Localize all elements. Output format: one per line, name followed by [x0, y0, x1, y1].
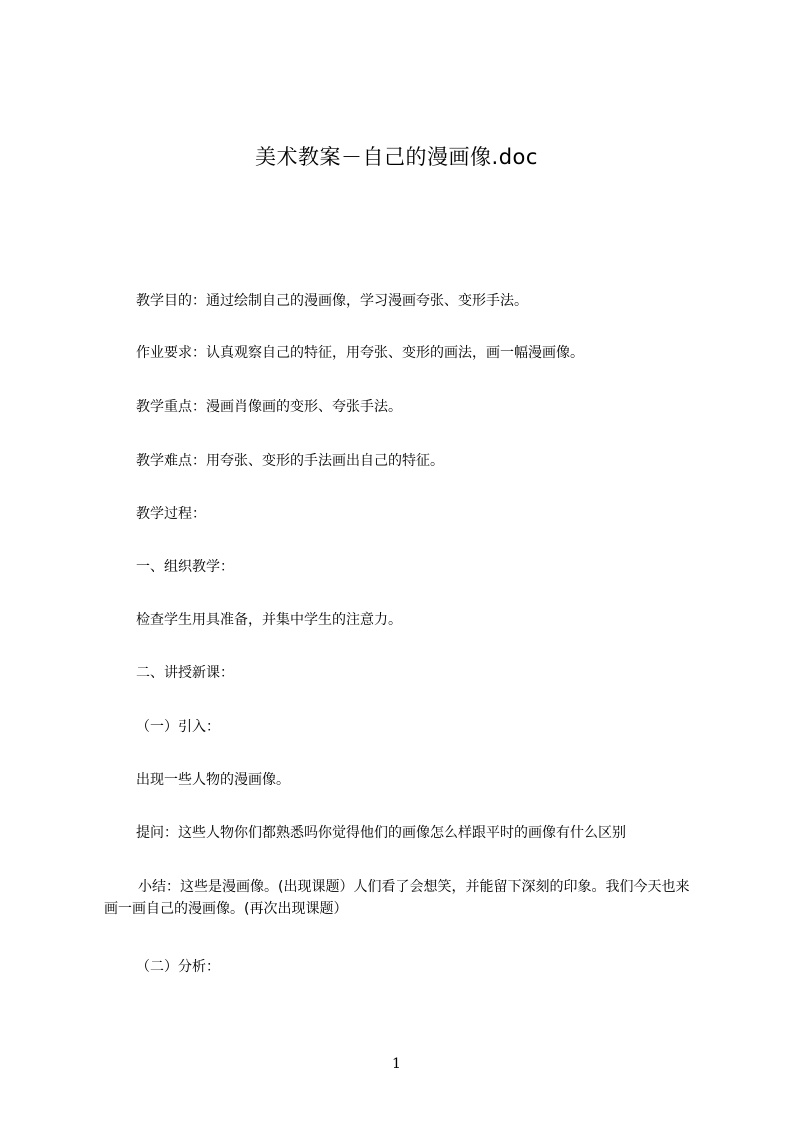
subsection-heading-analysis: （二）分析： — [136, 959, 220, 975]
document-title: 美术教案－自己的漫画像.doc — [255, 145, 538, 169]
paragraph-homework-requirement: 作业要求：认真观察自己的特征，用夸张、变形的画法，画一幅漫画像。 — [136, 345, 584, 361]
paragraph-check-tools: 检查学生用具准备，并集中学生的注意力。 — [136, 612, 402, 628]
paragraph-teaching-difficulty: 教学难点：用夸张、变形的手法画出自己的特征。 — [136, 453, 444, 469]
paragraph-teaching-focus: 教学重点：漫画肖像画的变形、夸张手法。 — [136, 399, 402, 415]
page-number: 1 — [392, 1056, 401, 1072]
subsection-heading-introduction: （一）引入： — [136, 719, 220, 735]
section-heading-new-lesson: 二、讲授新课： — [136, 665, 234, 681]
paragraph-question: 提问：这些人物你们都熟悉吗你觉得他们的画像怎么样跟平时的画像有什么区别 — [136, 825, 626, 841]
paragraph-summary: 小结：这些是漫画像。(出现课题）人们看了会想笑，并能留下深刻的印象。我们今天也来画一画自己的漫画像。(再次出现课题） — [104, 879, 690, 917]
section-heading-organize: 一、组织教学： — [136, 559, 234, 575]
paragraph-teaching-objective: 教学目的：通过绘制自己的漫画像，学习漫画夸张、变形手法。 — [136, 293, 528, 309]
paragraph-show-caricatures: 出现一些人物的漫画像。 — [136, 772, 290, 788]
paragraph-teaching-process: 教学过程： — [136, 506, 206, 522]
